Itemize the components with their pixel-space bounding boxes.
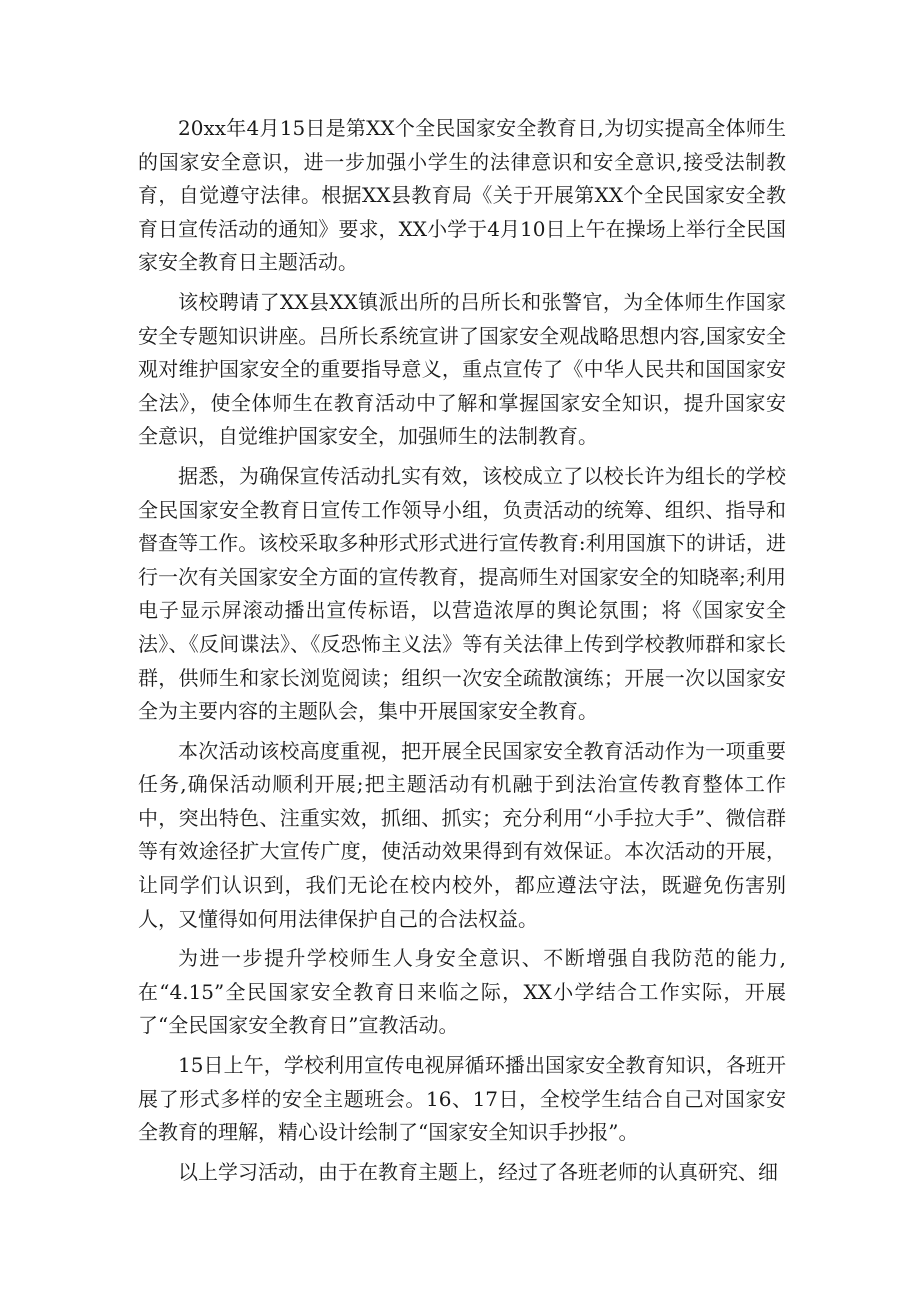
paragraph: 15日上午，学校利用宣传电视屏循环播出国家安全教育知识，各班开展了形式多样的安全主题班会。16、17日，全校学生结合自己对国家安全教育的理解，精心设计绘制了“国家安全知识手抄报”。 <box>138 1053 786 1145</box>
paragraph: 该校聘请了XX县XX镇派出所的吕所长和张警官，为全体师生作国家安全专题知识讲座。吕所长系统宣讲了国家安全观战略思想内容,国家安全观对维护国家安全的重要指导意义，重点宣传了《中华人民共和国国家安全法》，使全体师生在教育活动中了解和掌握国家安全知识，提升国家安全意识，自觉维护国家安全，加强师生的法制教育。 <box>138 289 786 449</box>
paragraph: 以上学习活动，由于在教育主题上，经过了各班老师的认真研究、细 <box>178 1159 778 1184</box>
paragraph: 据悉，为确保宣传活动扎实有效，该校成立了以校长许为组长的学校全民国家安全教育日宣传工作领导小组，负责活动的统筹、组织、指导和督查等工作。该校采取多种形式形式进行宣传教育:利用国旗下的讲话，进行一次有关国家安全方面的宣传教育，提高师生对国家安全的知晓率;利用电子显示屏滚动播出宣传标语，以营造浓厚的舆论氛围；将《国家安全法》、《反间谍法》、《反恐怖主义法》等有关法律上传到学校教师群和家长群，供师生和家长浏览阅读；组织一次安全疏散演练；开展一次以国家安全为主要内容的主题队会，集中开展国家安全教育。 <box>138 463 786 724</box>
paragraph: 本次活动该校高度重视，把开展全民国家安全教育活动作为一项重要任务,确保活动顺利开展;把主题活动有机融于到法治宣传教育整体工作中，突出特色、注重实效，抓细、抓实；充分利用“小手拉大手”、微信群等有效途径扩大宣传广度，使活动效果得到有效保证。本次活动的开展，让同学们认识到，我们无论在校内校外，都应遵法守法，既避免伤害别人，又懂得如何用法律保护自己的合法权益。 <box>138 738 786 931</box>
document-body <box>138 112 786 1195</box>
paragraph: 20xx年4月15日是第XX个全民国家安全教育日,为切实提高全体师生的国家安全意识，进一步加强小学生的法律意识和安全意识,接受法制教育，自觉遵守法律。根据XX县教育局《关于开展第XX个全民国家安全教育日宣传活动的通知》要求，XX小学于4月10日上午在操场上举行全民国家安全教育日主题活动。 <box>138 116 786 275</box>
paragraph: 为进一步提升学校师生人身安全意识、不断增强自我防范的能力,在“4.15”全民国家安全教育日来临之际，XX小学结合工作实际，开展了“全民国家安全教育日”宣教活动。 <box>138 946 786 1038</box>
